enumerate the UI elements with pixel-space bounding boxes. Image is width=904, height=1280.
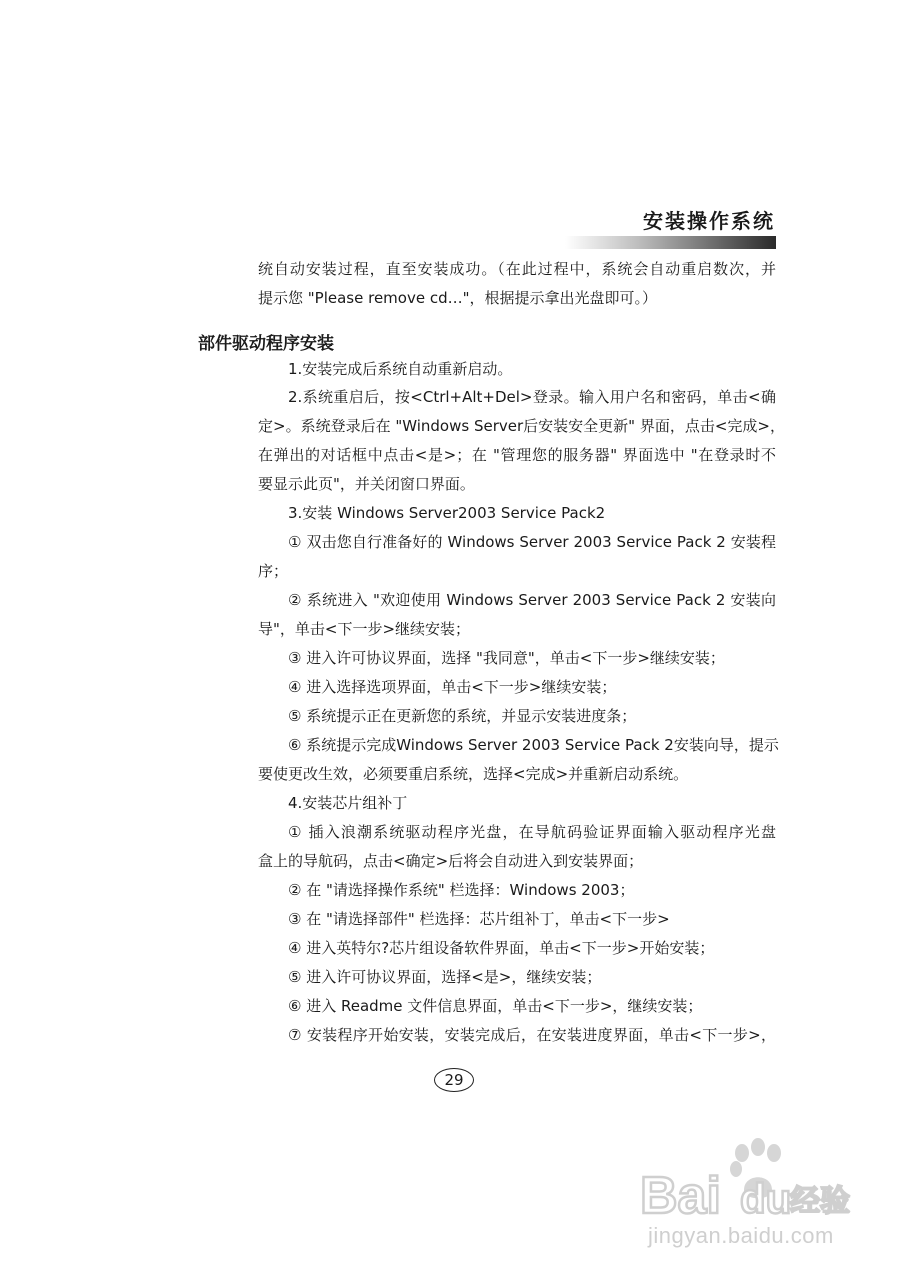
body-line-16: 4.安装芯片组补丁: [288, 794, 408, 812]
body-line-22: ⑤ 进入许可协议界面，选择<是>，继续安装；: [288, 968, 602, 986]
intro-line-2: 提示您 "Please remove cd…"，根据提示拿出光盘即可。）: [258, 289, 658, 307]
svg-text:Bai: Bai: [640, 1167, 721, 1225]
body-line-1: 1.安装完成后系统自动重新启动。: [288, 360, 513, 378]
body-line-9: ② 系统进入 "欢迎使用 Windows Server 2003 Service Pack 2 安装向: [288, 591, 776, 609]
svg-text:du: du: [740, 1175, 792, 1222]
body-line-24: ⑦ 安装程序开始安装，安装完成后，在安装进度界面，单击<下一步>，: [288, 1026, 776, 1044]
section-heading: 部件驱动程序安装: [198, 334, 334, 354]
body-line-6: 3.安装 Windows Server2003 Service Pack2: [288, 504, 606, 522]
body-line-23: ⑥ 进入 Readme 文件信息界面，单击<下一步>，继续安装；: [288, 997, 703, 1015]
body-line-14: ⑥ 系统提示完成Windows Server 2003 Service Pack 2安装向导，提示: [288, 736, 779, 754]
body-line-4: 在弹出的对话框中点击<是>；在 "管理您的服务器" 界面选中 "在登录时不: [258, 446, 776, 464]
body-line-10: 导"，单击<下一步>继续安装；: [258, 620, 471, 638]
body-line-21: ④ 进入英特尔?芯片组设备软件界面，单击<下一步>开始安装；: [288, 939, 715, 957]
svg-text:经验: 经验: [790, 1184, 850, 1219]
body-line-12: ④ 进入选择选项界面，单击<下一步>继续安装；: [288, 678, 617, 696]
body-line-17: ① 插入浪潮系统驱动程序光盘，在导航码验证界面输入驱动程序光盘: [288, 823, 776, 841]
body-line-19: ② 在 "请选择操作系统" 栏选择：Windows 2003；: [288, 881, 635, 899]
chapter-title: 安装操作系统: [643, 209, 775, 233]
intro-line-1: 统自动安装过程，直至安装成功。（在此过程中，系统会自动重启数次，并: [258, 260, 776, 278]
body-line-3: 定>。系统登录后在 "Windows Server后安装安全更新" 界面，点击<完成>，: [258, 417, 785, 435]
body-line-8: 序；: [258, 562, 289, 580]
body-line-11: ③ 进入许可协议界面，选择 "我同意"，单击<下一步>继续安装；: [288, 649, 725, 667]
page-number: 29: [434, 1068, 474, 1092]
body-line-13: ⑤ 系统提示正在更新您的系统，并显示安装进度条；: [288, 707, 637, 725]
chapter-title-bar: [565, 236, 776, 249]
baidu-jingyan-logo: [640, 1135, 860, 1225]
body-line-18: 盒上的导航码，点击<确定>后将会自动进入到安装界面；: [258, 852, 644, 870]
body-line-15: 要使更改生效，必须要重启系统，选择<完成>并重新启动系统。: [258, 765, 689, 783]
body-line-5: 要显示此页"，并关闭窗口界面。: [258, 475, 475, 493]
body-line-2: 2.系统重启后，按<Ctrl+Alt+Del>登录。输入用户名和密码，单击<确: [288, 388, 776, 406]
body-line-7: ① 双击您自行准备好的 Windows Server 2003 Service Pack 2 安装程: [288, 533, 776, 551]
body-line-20: ③ 在 "请选择部件" 栏选择：芯片组补丁，单击<下一步>: [288, 910, 670, 928]
watermark-url: jingyan.baidu.com: [648, 1223, 834, 1248]
baidu-watermark: [640, 1135, 860, 1255]
